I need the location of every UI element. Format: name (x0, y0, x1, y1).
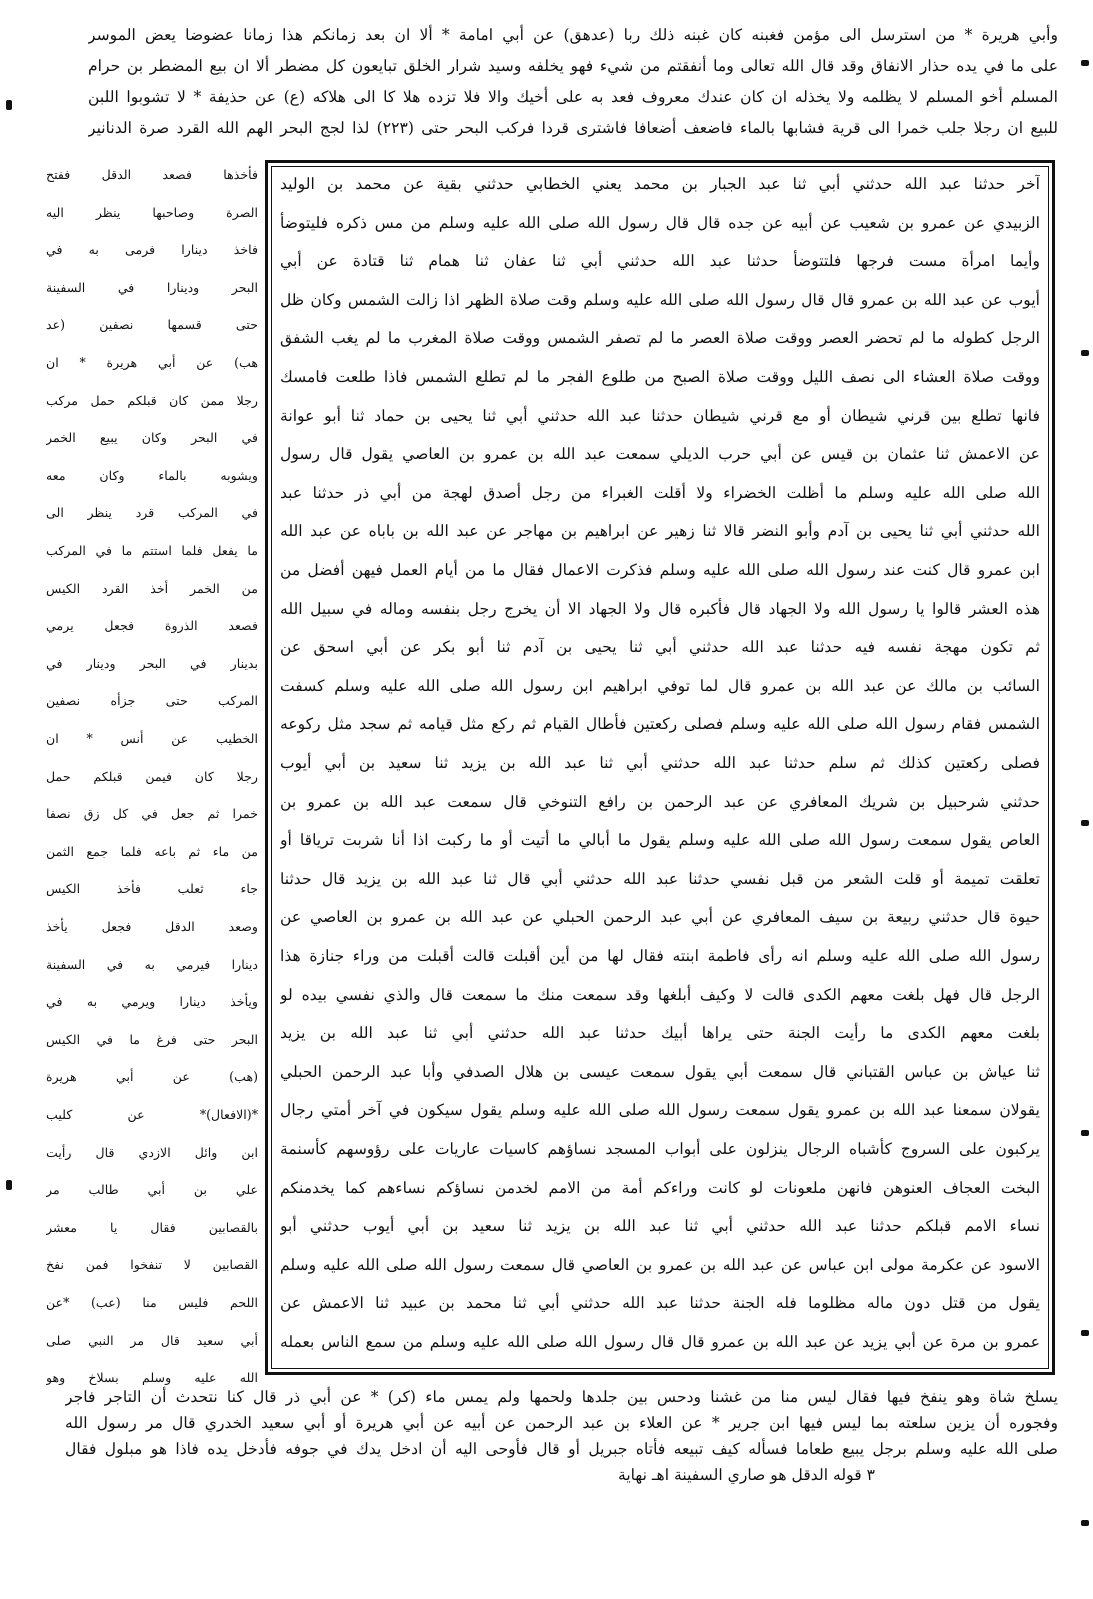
top-line: على ما في يده حذار الانفاق وقد قال الله تعالى وما أنفقتم من شيء فهو يخلفه وسيد شرار الخلق تبايعون كل مضطر ألا ان بيع المضطر بن حرام (88, 57, 1058, 75)
main-line: البخت العجاف العنوهن فانهن ملعونات لو كانت وراءكم أمة من الامم لخدمن نساؤكم نساءهم كما يخدمنكم (280, 1178, 1040, 1197)
side-line: رجلا كان فيمن قبلكم حمل (46, 768, 258, 784)
main-line: فصلى ركعتين كذلك ثم سلم حدثنا عبد الله حدثني أبي ثنا عبد الله بن يزيد ثنا سعيد بن أبي أيوب (280, 754, 1040, 772)
main-line: يقول من قتل دون ماله مظلوما فله الجنة حدثنا عبد الله حدثني أبي ثنا محمد بن عبيد ثنا الاعمش عن (280, 1294, 1040, 1313)
side-line: في البحر وكان يبيع الخمر (46, 430, 258, 446)
main-line: تعلقت تميمة أو قلت الشعر من قبل نفسي حدثنا عبد الله حدثني أبي قال ثنا عبد الله بن يزيد قال حدثنا (280, 869, 1040, 888)
main-line: الشمس فقام رسول الله صلى الله عليه وسلم فصلى ركعتين فأطال القيام ثم ركع مثل قيامه ثم سجد مثل ركوعه (280, 715, 1040, 734)
margin-mark (1081, 350, 1089, 356)
footnote: ٣ قوله الدقل هو صاري السفينة اهـ نهاية (617, 1466, 875, 1484)
edge-mark (6, 1180, 12, 1190)
side-line: ما يفعل فلما استتم ما في المركب (46, 543, 258, 558)
margin-mark (1081, 1130, 1089, 1136)
margin-mark (1081, 820, 1089, 826)
side-line: المركب حتى جزأه نصفين (46, 693, 258, 709)
side-line: وصعد الدقل فجعل يأخذ (46, 919, 258, 934)
side-line: الله عليه وسلم بسلاخ وهو (46, 1370, 258, 1386)
edge-mark (6, 100, 12, 110)
side-line: فصعد الذروة فجعل يرمي (46, 618, 258, 634)
side-line: رجلا ممن كان قبلكم حمل مركب (46, 392, 258, 408)
side-line: من ماء ثم باعه فلما جمع الثمن (46, 843, 258, 859)
main-line: يقولان سمعنا عبد الله بن عمرو يقول سمعت رسول الله صلى الله عليه وسلم يقول سيكون في آخر أمتي رجال (280, 1101, 1040, 1120)
main-line: يركبون على السروج كأشباه الرجال ينزلون على أبواب المسجد نساؤهم كاسيات عاريات على رؤوسهم كأسنمة (280, 1140, 1040, 1158)
main-line: ثم تكون مهجة نفسه فيه حدثنا عبد الله حدثني أبي ثنا يحيى بن آدم ثنا أبو بكر عن أبي اسحق عن (280, 638, 1040, 657)
side-line: البحر ودينارا في السفينة (46, 279, 258, 295)
margin-mark (1081, 60, 1089, 66)
side-line: ويأخذ دينارا ويرمي به في (46, 994, 258, 1010)
side-line: فاخذ دينارا فرمى به في (46, 242, 258, 258)
side-line: بدينار في البحر ودينار في (46, 655, 258, 671)
main-line: حدثني شرحبيل بن شريك المعافري عن عبد الرحمن بن رافع التنوخي قال سمعت عبد الله بن عمرو بن (280, 792, 1040, 811)
side-line: خمرا ثم جعل في كل زق نصفا (46, 806, 258, 822)
main-line: الاسود عن عكرمة مولى ابن عباس عن عبد الله بن عمرو بن العاصي قال سمعت رسول الله صلى الله عليه وسلم (280, 1255, 1040, 1274)
side-line: (هب) عن أبي هريرة (46, 1069, 258, 1085)
main-line: الزبيدي عن عمرو بن شعيب عن أبيه عن جده قال قال رسول الله صلى الله عليه وسلم من مس ذكره فليتوضأ (280, 213, 1040, 232)
main-line: هذه العشر قالوا يا رسول الله ولا الجهاد قال فأكبره قال ولا الجهاد الا أن يخرج رجل بنفسه وماله في سبيل الله (280, 599, 1040, 618)
side-line: فأخذها فصعد الدقل ففتح (46, 167, 258, 182)
main-line: العاص يقول سمعت رسول الله صلى الله عليه وسلم يقول ما أبالي ما أتيت أو ما ركبت اذا أنا شربت ترياقا أو (280, 831, 1040, 850)
top-line: المسلم أخو المسلم لا يظلمه ولا يخذله ان كان عندك معروف فعد به على أخيك والا فلا تزده هلا كا الى هلاكه (ع) عن حذيفة * لا تشوبوا اللبن (88, 88, 1058, 106)
side-line: حتى قسمها نصفين (عد (46, 317, 258, 333)
side-line: هب) عن أبي هريرة * ان (46, 355, 258, 370)
side-line: الخطيب عن أنس * ان (46, 731, 258, 746)
side-line: *(الافعال)* عن كليب (46, 1107, 258, 1122)
main-line: حيوة قال حدثني ربيعة بن سيف المعافري عن أبي عبد الرحمن الحبلي عن عبد الله بن عمرو بن العاصي عن (280, 908, 1040, 927)
top-line: وأبي هريرة * من استرسل الى مؤمن فغبنه كان غبنه ذلك ربا (عدهق) عن أبي امامة * ألا ان بعد زمانكم هذا زمانا عضوضا يعض الموسر (88, 26, 1058, 44)
side-line: في المركب قرد ينظر الى (46, 505, 258, 521)
side-line: أبي سعيد قال مر النبي صلى (46, 1332, 258, 1348)
main-line: ابن عمرو قال كنت عند رسول الله صلى الله عليه وسلم فذكرت الاعمال فقال ما من أيام العمل فيهن أفضل من (280, 561, 1040, 579)
bottom-line: يسلخ شاة وهو ينفخ فيها فقال ليس منا من غشنا ودحس بين جلدها ولحمها ولم يمس ماء (كر) * عن أبي ذر قال كنا نتحدث أن التاجر فاجر (65, 1388, 1058, 1406)
side-line: بالقصابين فقال يا معشر (46, 1219, 258, 1235)
side-line: من الخمر أخذ القرد الكيس (46, 580, 258, 596)
main-line: نساء الامم قبلكم حدثنا عبد الله حدثني أبي ثنا عبد الله بن يزيد ثنا سعيد بن أبي أيوب حدثني أبو (280, 1217, 1040, 1236)
main-line: عن الاعمش ثنا عثمان بن قيس عن أبي حرب الديلي سمعت عبد الله بن عمرو بن العاصي يقول قال رسول (280, 445, 1040, 464)
bottom-line: وفجوره أن يزين سلعته بما ليس فيها ابن جرير * عن العلاء بن عبد الرحمن عن أبيه عن أبي هريرة أو أبي سعيد الخدري قال مر رسول الله (65, 1414, 1058, 1432)
side-line: الصرة وصاحبها ينظر اليه (46, 204, 258, 220)
bottom-line: صلى الله عليه وسلم برجل يبيع طعاما فسأله كيف تبيعه فأتاه جبريل أو قال فأوحى اليه أن ادخل يدك في جوفه فأدخل يده فاذا هو مبلول فقال (65, 1440, 1058, 1458)
main-line: ووقت صلاة العشاء الى نصف الليل ووقت صلاة الصبح من طلوع الفجر ما لم تطلع الشمس فاذا طلعت فامسك (280, 368, 1040, 386)
main-line: السائب بن مالك عن عبد الله بن عمرو قال لما توفي ابراهيم ابن رسول الله صلى الله عليه وسلم كسفت (280, 676, 1040, 695)
main-line: فانها تطلع بين قرني شيطان أو مع قرني شيطان حدثنا عبد الله حدثني أبي ثنا يحيى بن حماد ثنا أبو عوانة (280, 406, 1040, 425)
top-line: للبيع ان رجلا جلب خمرا الى قرية فشابها بالماء فاضعف أضعافا فاشترى قردا فركب البحر حتى (٢٢٣) لذا لجج البحر الهم الله القرد صرة الدنانير (88, 119, 1058, 137)
side-line: ويشوبه بالماء وكان معه (46, 467, 258, 483)
main-line: الرجل كطوله ما لم تحضر العصر ووقت صلاة العصر ما لم تصفر الشمس ووقت صلاة المغرب ما لم يغب الشفق (280, 329, 1040, 348)
main-line: عمرو بن مرة عن أبي يزيد عن عبد الله بن عمرو قال قال رسول الله صلى الله عليه وسلم من سمع الناس بعمله (280, 1333, 1040, 1351)
margin-mark (1081, 1520, 1089, 1526)
main-line: وأيما امرأة مست فرجها فلتتوضأ حدثنا عبد الله حدثني أبي ثنا عفان ثنا همام ثنا قتادة عن أبي (280, 252, 1040, 271)
margin-mark (1081, 1330, 1089, 1336)
side-line: دينارا فيرمي به في السفينة (46, 956, 258, 972)
main-line: رسول الله صلى الله عليه وسلم انه رأى فاطمة ابنته فقال لها من أين أقبلت قالت أقبلت من وراء جنازة هذا (280, 947, 1040, 965)
side-line: البحر حتى فرغ ما في الكيس (46, 1031, 258, 1047)
main-line: أيوب عن عبد الله بن عمرو قال قال رسول الله صلى الله عليه وسلم وقت صلاة الظهر اذا زالت الشمس وكان ظل (280, 290, 1040, 309)
main-line: الرجل قال فهل بلغت معهم الكدى قالت لا وكيف أبلغها وقد سمعت منك ما سمعت قال والذي نفسي بيده لو (280, 985, 1040, 1004)
main-line: الله حدثني أبي ثنا يحيى بن آدم وأبو النضر قالا ثنا زهير عن ابراهيم بن مهاجر عن عبد الله بن باباه عن عبد الله (280, 522, 1040, 541)
side-line: القصابين لا تنفخوا فمن نفخ (46, 1257, 258, 1273)
side-line: اللحم فليس منا (عب) *عن (46, 1295, 258, 1310)
main-line: بلغت معهم الكدى ما رأيت الجنة حتى يراها أبيك حدثنا عبد الله حدثني أبي ثنا عبد الله بن يزيد (280, 1024, 1040, 1043)
side-line: جاء ثعلب فأخذ الكيس (46, 881, 258, 897)
side-line: ابن وائل الازدي قال رأيت (46, 1144, 258, 1160)
main-line: ثنا عياش بن عباس القتباني قال سمعت أبي يقول سمعت عيسى بن هلال الصدفي وأبا عبد الرحمن الحبلي (280, 1062, 1040, 1081)
main-line: آخر حدثنا عبد الله حدثني أبي ثنا عبد الجبار بن محمد يعني الخطابي حدثني بقية عن محمد بن الوليد (280, 175, 1040, 193)
side-line: علي بن أبي طالب مر (46, 1182, 258, 1198)
main-line: الله صلى الله عليه وسلم ما أظلت الخضراء ولا أقلت الغبراء من رجل أصدق لهجة من أبي ذر حدثنا عبد (280, 483, 1040, 502)
